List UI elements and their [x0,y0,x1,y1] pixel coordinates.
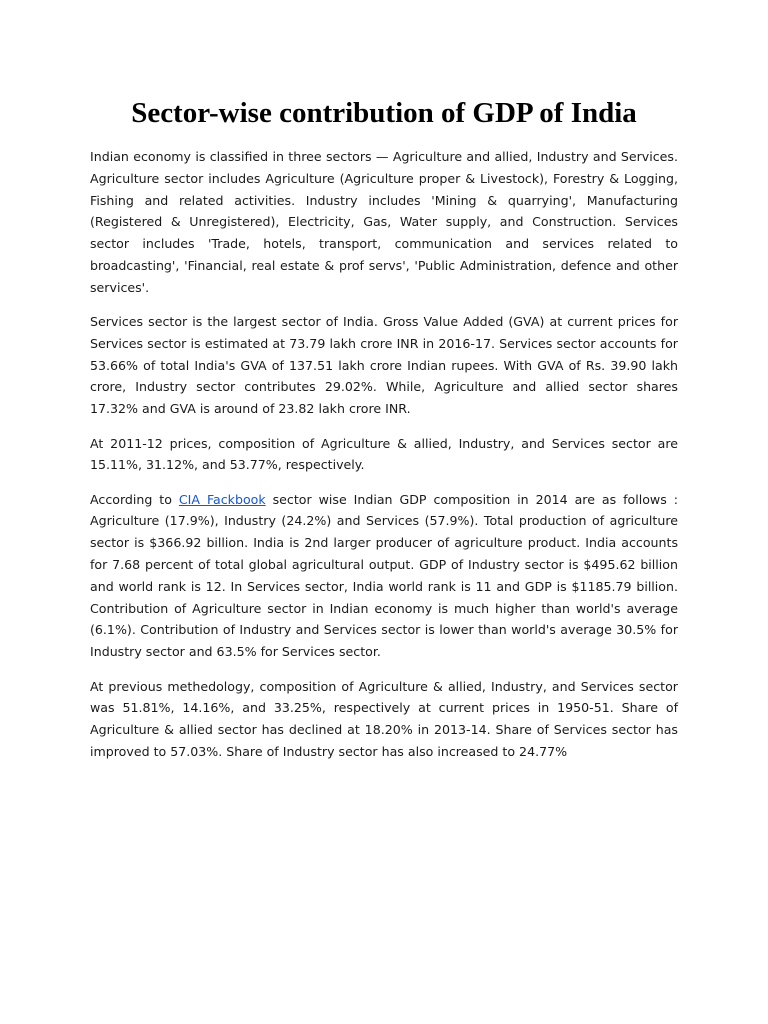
paragraph-2011-12-prices: At 2011-12 prices, composition of Agriculture & allied, Industry, and Services sector are 15.11%, 31.12%, and 53.77%, respectively. [90,435,678,473]
page-title: Sector-wise contribution of GDP of India [131,97,637,129]
paragraph-sectors-overview: Indian economy is classified in three sectors — Agriculture and allied, Industry and Services. Agriculture sector includes Agriculture (Agriculture proper & Livestock), Forestry & Logging, Fishing and related activities. Industry includes 'Mining & quarrying', Manufacturing (Registered & Unregistered), Electricity, Gas, Water supply, and Construction. Services sector includes 'Trade, hotels, transport, communication and services related to broadcasting', 'Financial, real estate & prof servs', 'Public Administration, defence and other services'. [90,149,678,295]
paragraph-previous-methodology: At previous methedology, composition of Agriculture & allied, Industry, and Services sector was 51.81%, 14.16%, and 33.25%, respectively at current prices in 1950-51. Share of Agriculture & allied sector has declined at 18.20% in 2013-14. Share of Services sector has improved to 57.03%. Share of Industry sector has also increased to 24.77% [90,678,678,759]
paragraph-cia-factbook-lead: According to [90,491,179,507]
paragraph-services-gva: Services sector is the largest sector of India. Gross Value Added (GVA) at current prices for Services sector is estimated at 73.79 lakh crore INR in 2016-17. Services sector accounts for 53.66% of total India's GVA of 137.51 lakh crore Indian rupees. With GVA of Rs. 39.90 lakh crore, Industry sector contributes 29.02%. While, Agriculture and allied sector shares 17.32% and GVA is around of 23.82 lakh crore INR. [90,314,678,417]
cia-factbook-link[interactable]: CIA Fackbook [178,491,266,507]
paragraph-cia-factbook-text: sector wise Indian GDP composition in 2014 are as follows : Agriculture (17.9%), Industry (24.2%) and Services (57.9%). Total production of agriculture sector is $366.92 billion. India is 2nd larger producer of agriculture product. India accounts for 7.68 percent of total global agricultural output. GDP of Industry sector is $495.62 billion and world rank is 12. In Services sector, India world rank is 11 and GDP is $1185.79 billion. Contribution of Agriculture sector in Indian economy is much higher than world's average (6.1%). Contribution of Industry and Services sector is lower than world's average 30.5% for Industry sector and 63.5% for Services sector. [90,491,678,660]
paragraph-cia-factbook [90,489,678,663]
document-body [90,146,678,775]
